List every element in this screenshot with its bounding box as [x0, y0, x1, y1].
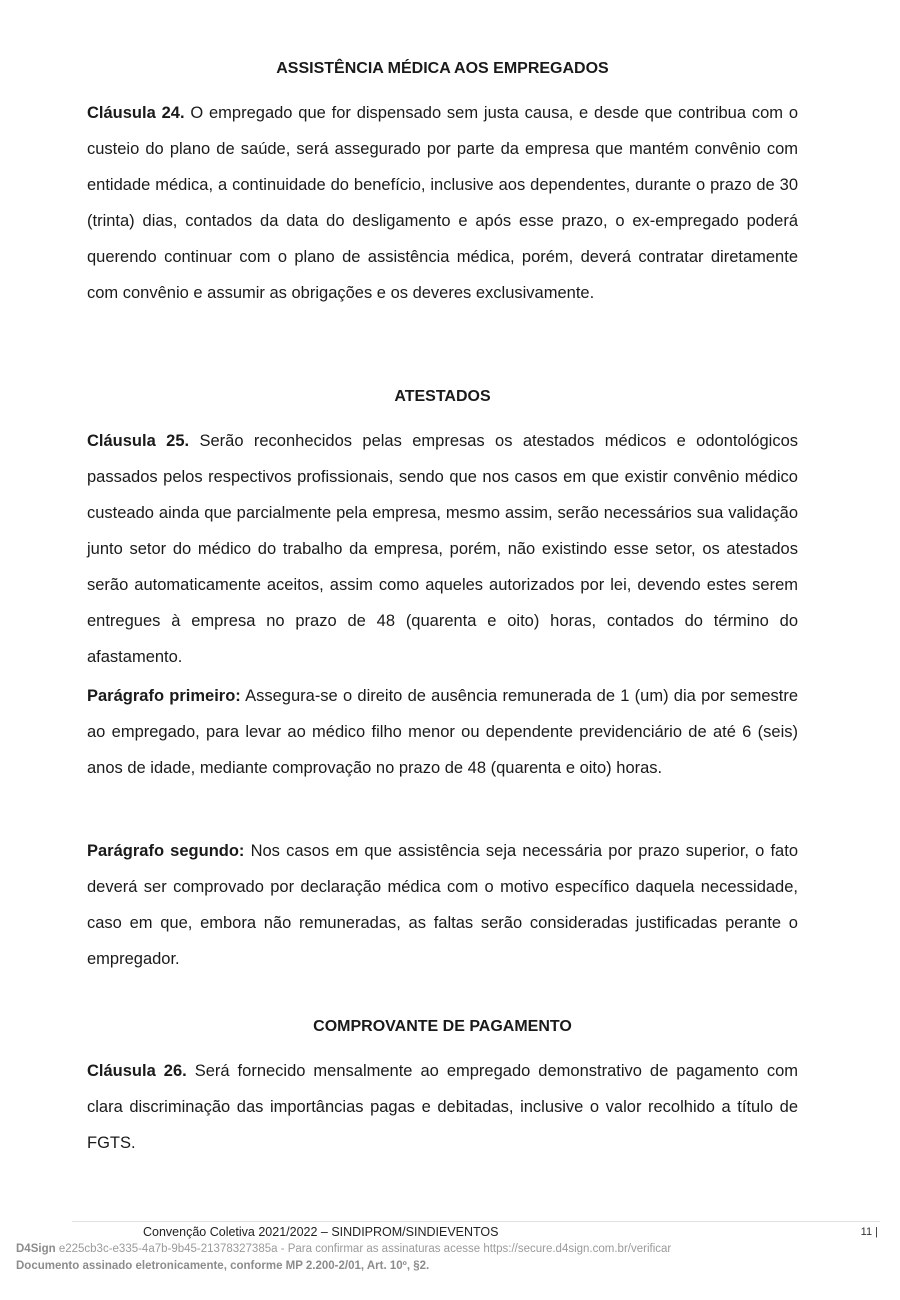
clause-26 [87, 1053, 798, 1161]
signature-verification-line [16, 1243, 671, 1255]
clause-24 [87, 95, 798, 311]
clause-label: Cláusula 25. [87, 432, 190, 450]
clause-text: Serão reconhecidos pelas empresas os atestados médicos e odontológicos passados pelos respectivos profissionais, sendo que nos casos em que existir convênio médico custeado ainda que parcialmente pela empresa, mesmo assim, serão necessários sua validação junto setor do médico do trabalho da empresa, porém, não existindo esse setor, os atestados serão automaticamente aceitos, assim como aqueles autorizados por lei, devendo estes serem entregues à empresa no prazo de 48 (quarenta e oito) horas, contados do término do afastamento. [87, 432, 798, 666]
clause-text: Será fornecido mensalmente ao empregado demonstrativo de pagamento com clara discriminação das importâncias pagas e debitadas, inclusive o valor recolhido a título de FGTS. [87, 1062, 799, 1152]
signature-legal-notice: Documento assinado eletronicamente, conforme MP 2.200-2/01, Art. 10º, §2. [16, 1260, 430, 1272]
clause-label: Parágrafo segundo: [87, 842, 245, 860]
section-heading-assistencia: ASSISTÊNCIA MÉDICA AOS EMPREGADOS [276, 60, 609, 77]
clause-label: Cláusula 26. [87, 1062, 187, 1080]
clause-text: Assegura-se o direito de ausência remunerada de 1 (um) dia por semestre ao empregado, para levar ao médico filho menor ou dependente previdenciário de até 6 (seis) anos de idade, mediante comprovação no prazo de 48 (quarenta e oito) horas. [87, 687, 799, 777]
section-heading-comprovante: COMPROVANTE DE PAGAMENTO [313, 1018, 572, 1035]
section-heading-atestados: ATESTADOS [394, 388, 491, 405]
footer-document-title: Convenção Coletiva 2021/2022 – SINDIPROM/SINDIEVENTOS [143, 1225, 499, 1239]
clause-text: O empregado que for dispensado sem justa causa, e desde que contribua com o custeio do plano de saúde, será assegurado por parte da empresa que mantém convênio com entidade médica, a continuidade do benefício, inclusive aos dependentes, durante o prazo de 30 (trinta) dias, contados da data do desligamento e após esse prazo, o ex-empregado poderá querendo continuar com o plano de assistência médica, porém, deverá contratar diretamente com convênio e assumir as obrigações e os deveres exclusivamente. [87, 104, 798, 302]
footer-divider [72, 1221, 880, 1222]
clause-label: Parágrafo primeiro: [87, 687, 241, 705]
page-number: 11 | [860, 1226, 878, 1238]
paragrafo-primeiro [87, 678, 798, 786]
signature-hash: e225cb3c-e335-4a7b-9b45-21378327385a - Para confirmar as assinaturas acesse https://secure.d4sign.com.br/verificar [55, 1243, 672, 1255]
clause-25 [87, 423, 798, 675]
clause-text: Nos casos em que assistência seja necessária por prazo superior, o fato deverá ser comprovado por declaração médica com o motivo específico daquela necessidade, caso em que, embora não remuneradas, as faltas serão consideradas justificadas perante o empregador. [87, 842, 798, 968]
clause-label: Cláusula 24. [87, 104, 185, 122]
signature-brand: D4Sign [16, 1243, 56, 1255]
paragrafo-segundo [87, 833, 798, 977]
